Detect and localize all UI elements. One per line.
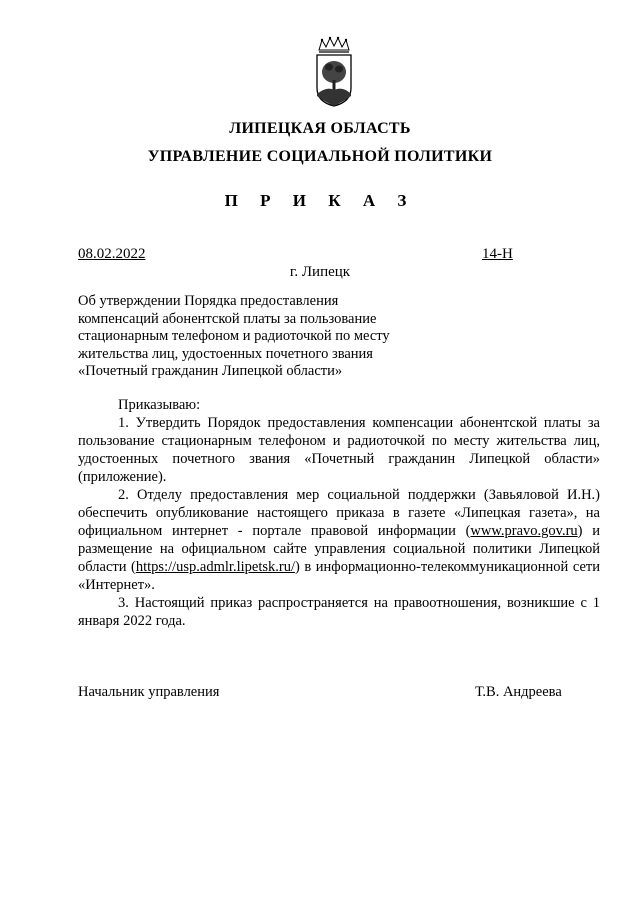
pravo-link[interactable]: www.pravo.gov.ru — [470, 523, 578, 539]
department-title: УПРАВЛЕНИЕ СОЦИАЛЬНОЙ ПОЛИТИКИ — [147, 148, 493, 165]
order-item-1: 1. Утвердить Порядок предоставления компенсации абонентской платы за пользование стационарным телефоном и радиоточкой по месту жительства лиц, удостоенных почетного звания «Почетный гражданин Липецкой области» (приложение). — [78, 415, 600, 485]
order-item-2-text-c: ) в информационно-телекоммуникационной сети «Интернет». — [78, 559, 600, 593]
document-type-title: П Р И К А З — [224, 191, 416, 210]
signatory-name: Т.В. Андреева — [475, 684, 562, 700]
region-title: ЛИПЕЦКАЯ ОБЛАСТЬ — [229, 120, 411, 137]
signatory-title: Начальник управления — [78, 684, 220, 700]
order-number: 14-Н — [482, 246, 513, 262]
usp-site-link[interactable]: https://usp.admlr.lipetsk.ru/ — [135, 559, 295, 575]
order-item-3: 3. Настоящий приказ распространяется на правоотношения, возникшие с 1 января 2022 года. — [78, 595, 600, 629]
order-subject: Об утверждении Порядка предоставления компенсаций абонентской платы за пользование стационарным телефоном и радиоточкой по месту жительства лиц, удостоенных почетного звания «Почетный гражданин Липецкой области» — [78, 293, 390, 379]
order-item-2 — [78, 486, 600, 594]
order-date: 08.02.2022 — [78, 246, 146, 262]
order-city: г. Липецк — [289, 264, 351, 280]
order-item-2-text-a: 2. Отделу предоставления мер социальной поддержки (Завьяловой И.Н.) обеспечить опубликование настоящего приказа в газете «Липецкая газета», на официальном интернет - портале правовой информации ( — [78, 487, 600, 539]
order-body — [78, 396, 600, 630]
order-item-2-text-b: ) и размещение на официальном сайте управления социальной политики Липецкой области ( — [78, 523, 600, 575]
order-lead: Приказываю: — [118, 397, 201, 413]
lipetsk-coat-of-arms-icon — [313, 36, 355, 108]
